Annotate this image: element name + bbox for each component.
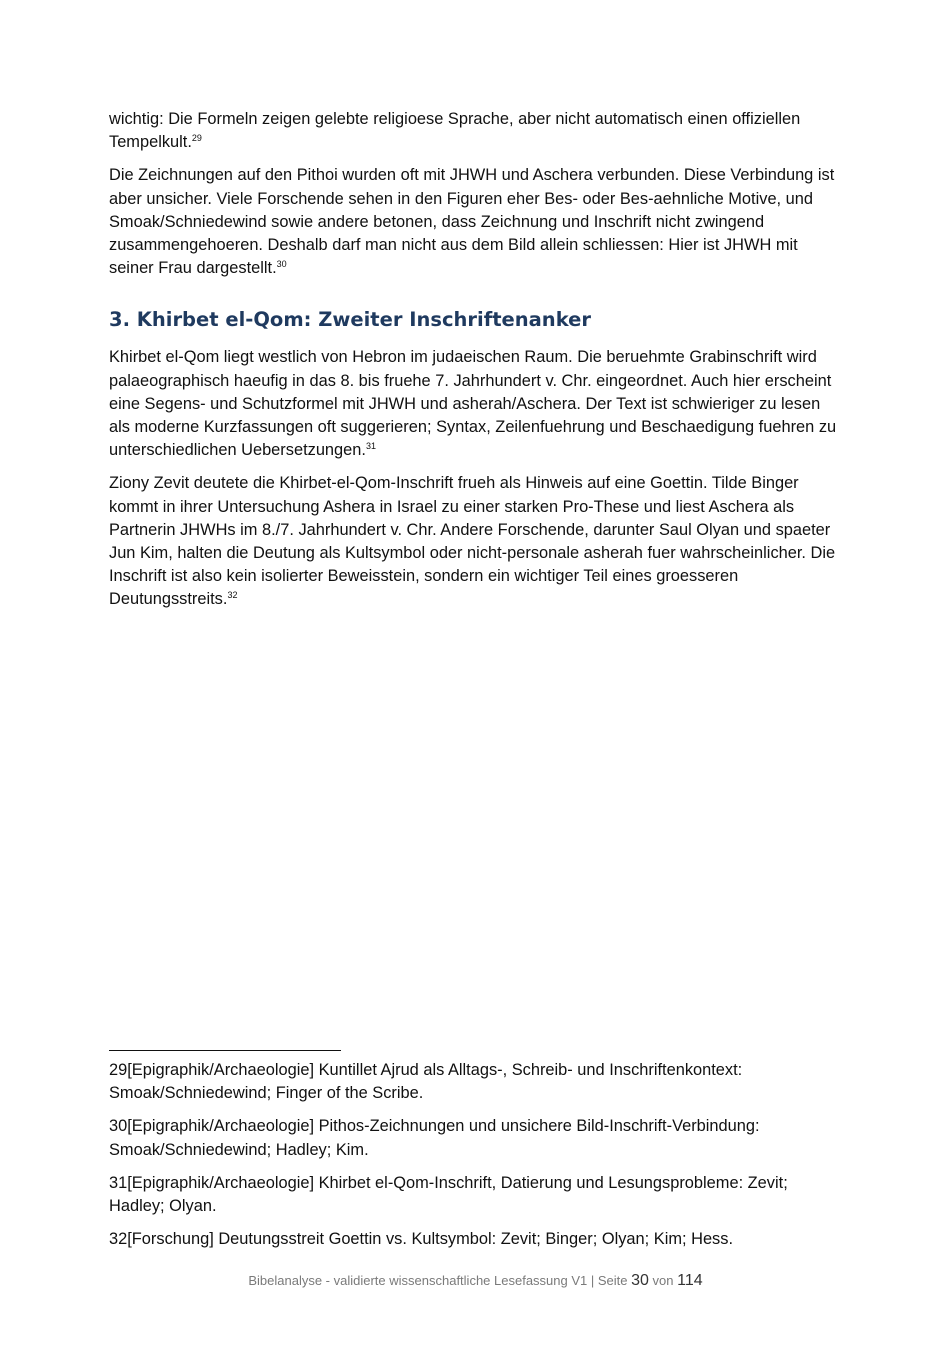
footnote-reference[interactable]: 30 [276,259,287,270]
footnote: 29[Epigraphik/Archaeologie] Kuntillet Ajrud als Alltags-, Schreib- und Inschriftenkontext: Smoak/Schniedewind; Finger of the Scribe. [109,1061,743,1103]
footnote-reference[interactable]: 31 [365,441,376,452]
page-total: 114 [677,1272,703,1289]
paragraph [109,346,844,462]
page-body [109,108,844,622]
footnote-reference[interactable]: 32 [227,590,238,601]
section-heading: 3. Khirbet el-Qom: Zweiter Inschriftenanker [109,308,591,332]
paragraph-text: Die Zeichnungen auf den Pithoi wurden oft mit JHWH und Aschera verbunden. Diese Verbindung ist aber unsicher. Viele Forschende sehen in den Figuren eher Bes- oder Bes-aehnliche Motive, und Smoak/Schniedewind sowie andere betonen, dass Zeichnung und Inschrift nicht zwingend zusammengehoeren. Deshalb darf man nicht aus dem Bild allein schliessen: Hier ist JHWH mit seiner Frau dargestellt. [109,166,835,278]
paragraph-text: wichtig: Die Formeln zeigen gelebte religioese Sprache, aber nicht automatisch einen offiziellen Tempelkult. [109,110,801,152]
footnote-separator [109,1050,341,1051]
paragraph [109,472,844,611]
footer-of: von [652,1273,674,1288]
paragraph [109,108,844,154]
footnote: 30[Epigraphik/Archaeologie] Pithos-Zeichnungen und unsichere Bild-Inschrift-Verbindung: Smoak/Schniedewind; Hadley; Kim. [109,1117,760,1159]
footer-label: Bibelanalyse - validierte wissenschaftliche Lesefassung V1 | Seite [248,1273,628,1288]
paragraph-text: Khirbet el-Qom liegt westlich von Hebron im judaeischen Raum. Die beruehmte Grabinschrift wird palaeographisch haeufig in das 8. bis fruehe 7. Jahrhundert v. Chr. eingeordnet. Auch hier erscheint eine Segens- und Schutzformel mit JHWH und asherah/Aschera. Der Text ist schwieriger zu lesen als moderne Kurzfassungen oft suggerieren; Syntax, Zeilenfuehrung und Beschaedigung fuehren zu unterschiedlichen Uebersetzungen. [109,348,837,460]
footnotes-section [109,1050,844,1261]
page-number: 30 [631,1272,649,1289]
footnote: 32[Forschung] Deutungsstreit Goettin vs. Kultsymbol: Zevit; Binger; Olyan; Kim; Hess. [109,1230,734,1249]
page-footer [0,1272,951,1290]
paragraph-text: Ziony Zevit deutete die Khirbet-el-Qom-Inschrift frueh als Hinweis auf eine Goettin. Tilde Binger kommt in ihrer Untersuchung Ashera in Israel zu einer starken Pro-These und liest Aschera als Partnerin JHWHs im 8./7. Jahrhundert v. Chr. Andere Forschende, darunter Saul Olyan und spaeter Jun Kim, halten die Deutung als Kultsymbol oder nicht-personale asherah fuer wahrscheinlicher. Die Inschrift ist also kein isolierter Beweisstein, sondern ein wichtiger Teil eines groesseren Deutungsstreits. [109,474,836,609]
footnote-reference[interactable]: 29 [191,133,202,144]
paragraph [109,164,844,280]
footnote: 31[Epigraphik/Archaeologie] Khirbet el-Qom-Inschrift, Datierung und Lesungsprobleme: Zevit; Hadley; Olyan. [109,1173,788,1216]
